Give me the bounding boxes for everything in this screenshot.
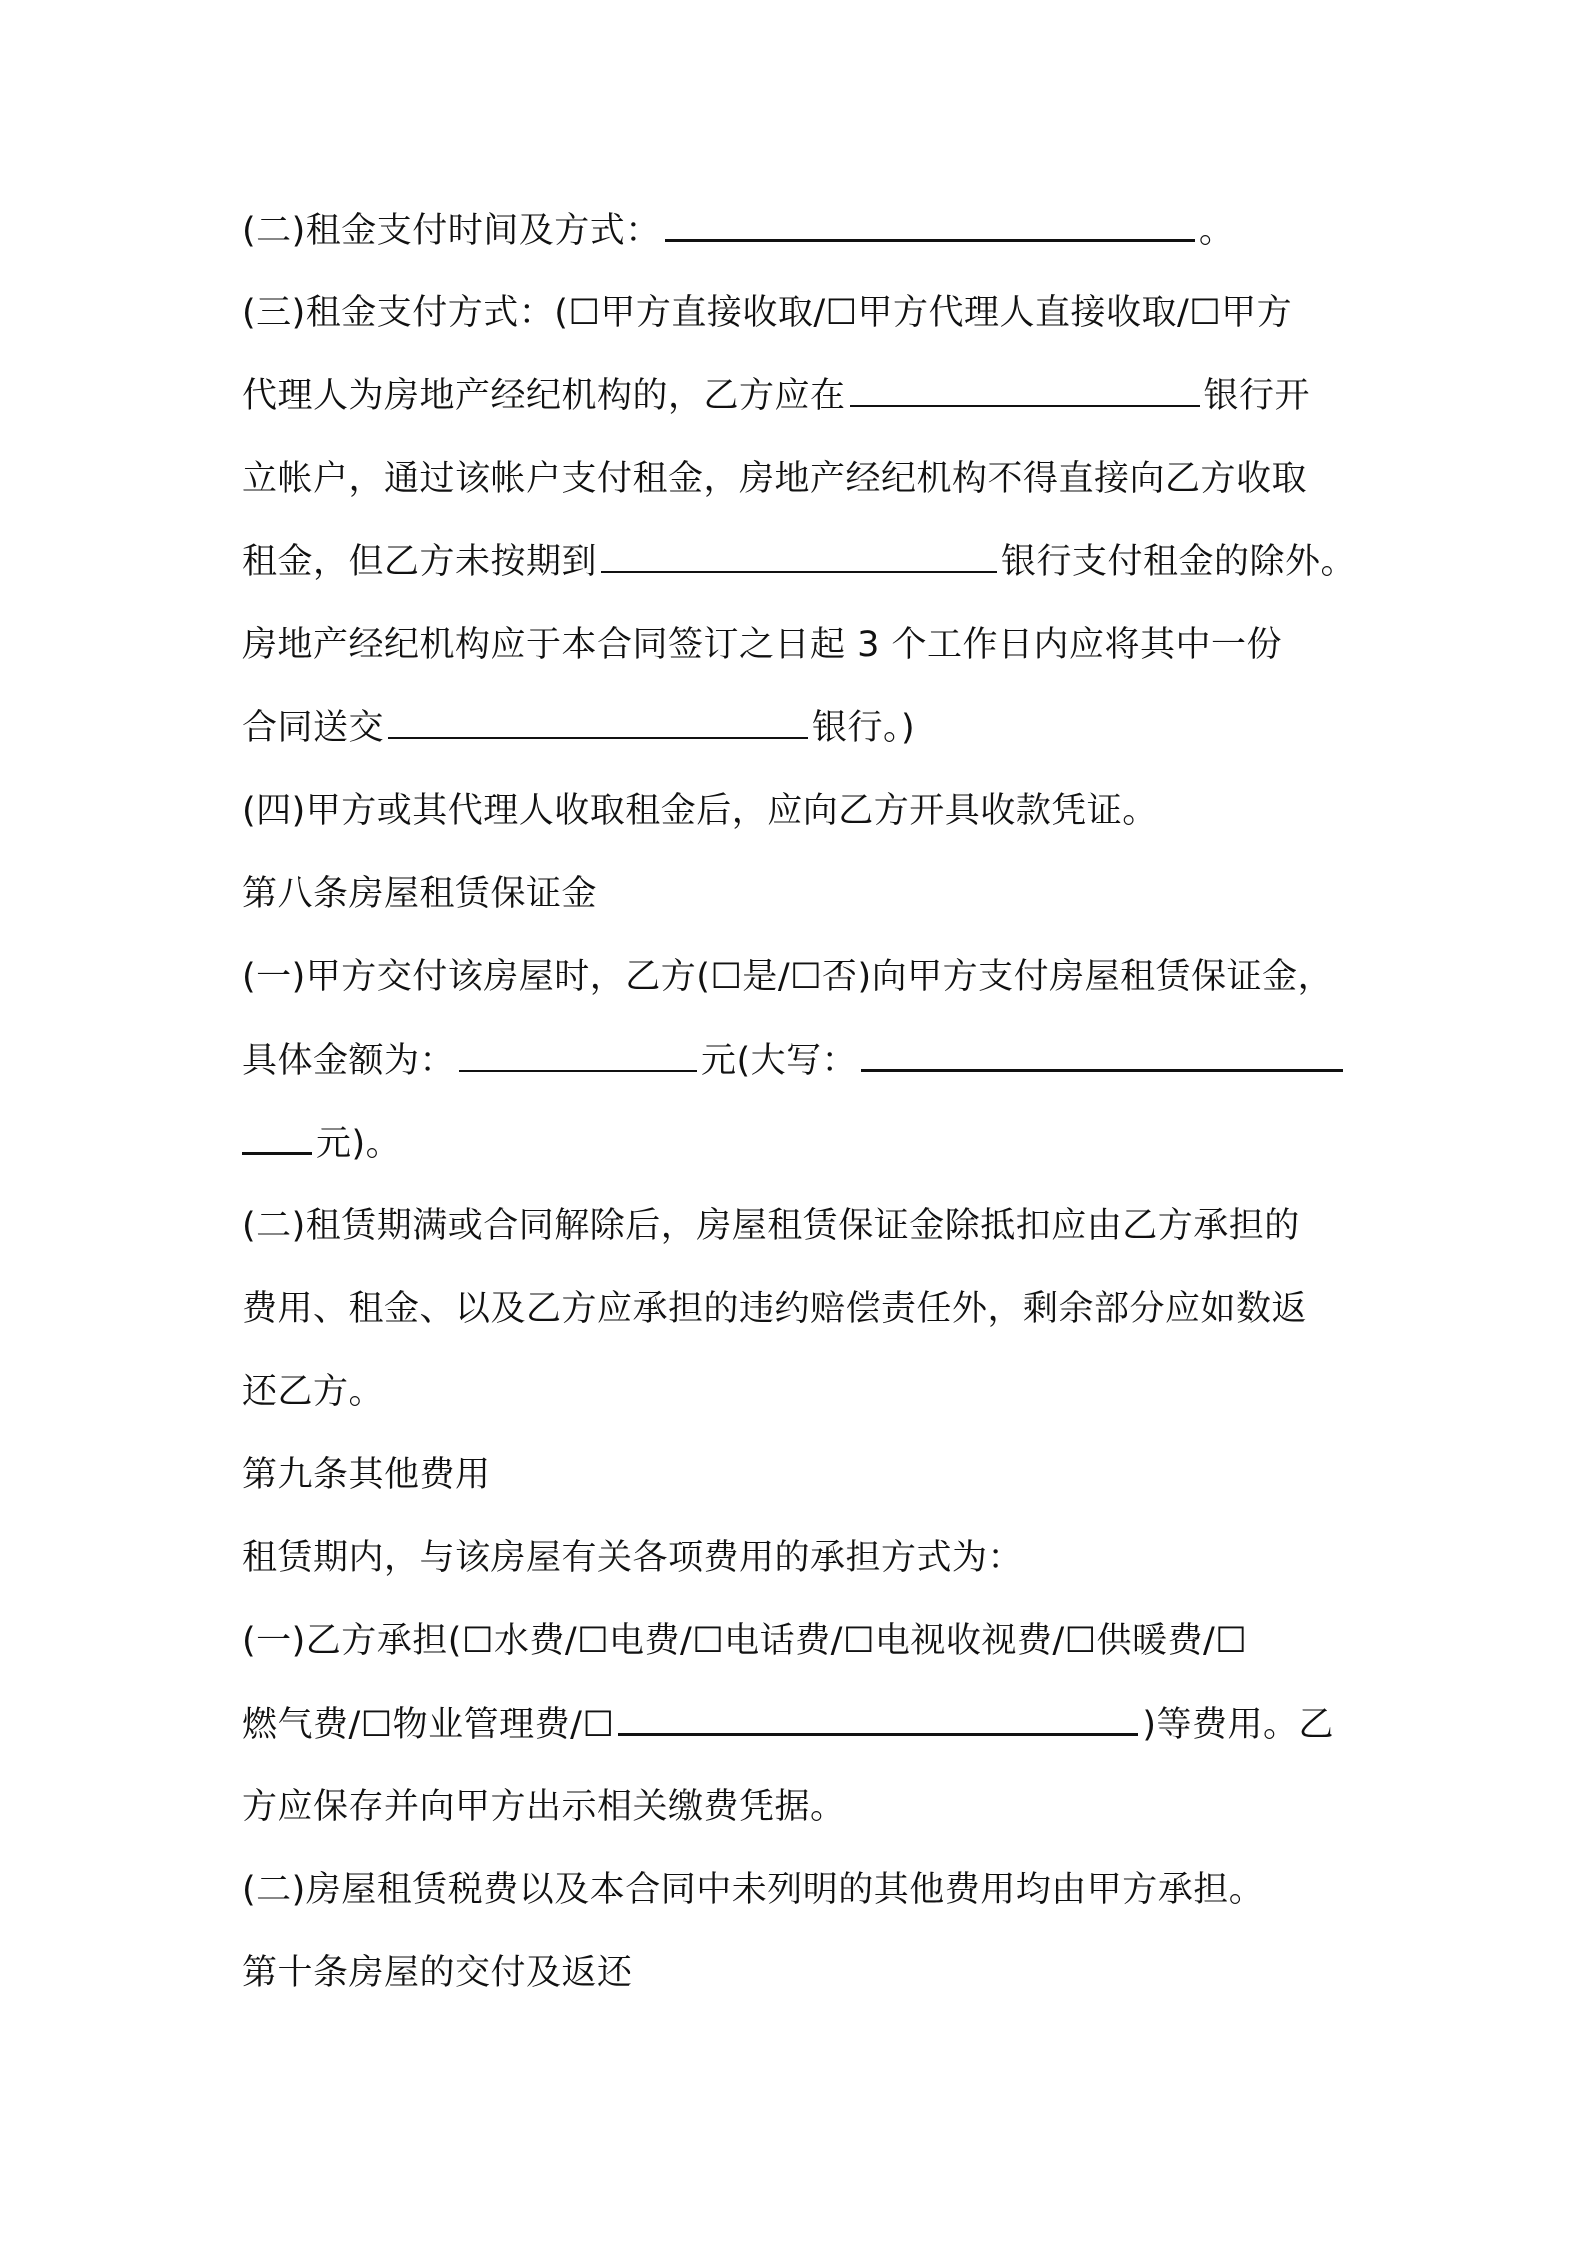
clause-7-3-line6 [242,703,1382,753]
clause-9-1-line2-text: 燃气费/☐物业管理费/☐ [242,1705,615,1745]
clause-9-1-line2 [242,1699,1382,1749]
article-9-intro: 租赁期内，与该房屋有关各项费用的承担方式为： [242,1538,1024,1578]
clause-9-1-line3: 方应保存并向甲方出示相关缴费凭据。 [242,1787,846,1827]
clause-8-2-line2: 费用、租金、以及乙方应承担的违约赔偿责任外，剩余部分应如数返 [242,1289,1308,1329]
clause-7-3-line5: 房地产经纪机构应于本合同签订之日起 3 个工作日内应将其中一份 [242,625,1283,665]
clause-7-3-line2 [242,371,1382,421]
clause-7-3-line4 [242,537,1382,587]
clause-7-3-line3: 立帐户，通过该帐户支付租金，房地产经纪机构不得直接向乙方收取 [242,459,1308,499]
clause-9-2: (二)房屋租赁税费以及本合同中未列明的其他费用均由甲方承担。 [242,1870,1265,1910]
clause-8-1-line3 [242,1118,1382,1168]
other-fees-blank[interactable] [618,1699,1138,1736]
article-8-heading: 第八条房屋租赁保证金 [242,874,598,914]
payment-time-blank[interactable] [665,205,1195,242]
clause-7-3-line4-end: 银行支付租金的除外。 [1001,542,1357,582]
deposit-amount-words-blank[interactable] [861,1035,1343,1072]
bank-name-blank-1[interactable] [850,371,1200,407]
article-10-heading: 第十条房屋的交付及返还 [242,1953,633,1993]
bank-name-blank-2[interactable] [601,537,997,573]
clause-7-3-line6-end: 银行。) [812,708,916,748]
deposit-amount-blank[interactable] [459,1036,697,1072]
clause-7-2-end: 。 [1198,211,1235,251]
clause-7-3-line2-end: 银行开 [1203,376,1311,416]
clause-8-2-line1: (二)租赁期满或合同解除后，房屋租赁保证金除抵扣应由乙方承担的 [242,1206,1300,1246]
clause-8-1-line1: (一)甲方交付该房屋时，乙方(☐是/☐否)向甲方支付房屋租赁保证金， [242,957,1334,997]
deposit-amount-words-blank-cont[interactable] [242,1118,312,1155]
clause-7-2-text: (二)租金支付时间及方式： [242,211,661,251]
clause-7-4: (四)甲方或其代理人收取租金后，应向乙方开具收款凭证。 [242,791,1158,831]
bank-name-blank-3[interactable] [388,703,808,739]
clause-8-1-line2-text: 具体金额为： [242,1041,456,1081]
clause-8-2-line3: 还乙方。 [242,1372,385,1412]
article-9-heading: 第九条其他费用 [242,1455,491,1495]
clause-9-1-line2-end: )等费用。乙 [1142,1705,1334,1745]
clause-8-1-line2-mid: 元(大写： [701,1041,858,1081]
clause-7-3-line1: (三)租金支付方式：(☐甲方直接收取/☐甲方代理人直接收取/☐甲方 [242,293,1293,333]
clause-8-1-line2 [242,1035,1382,1085]
clause-9-1-line1: (一)乙方承担(☐水费/☐电费/☐电话费/☐电视收视费/☐供暖费/☐ [242,1621,1248,1661]
clause-7-3-line4-text: 租金，但乙方未按期到 [242,542,598,582]
clause-8-1-line3-end: 元)。 [316,1124,402,1164]
clause-7-2 [242,205,1382,255]
clause-7-3-line2-text: 代理人为房地产经纪机构的，乙方应在 [242,376,846,416]
clause-7-3-line6-text: 合同送交 [242,708,385,748]
